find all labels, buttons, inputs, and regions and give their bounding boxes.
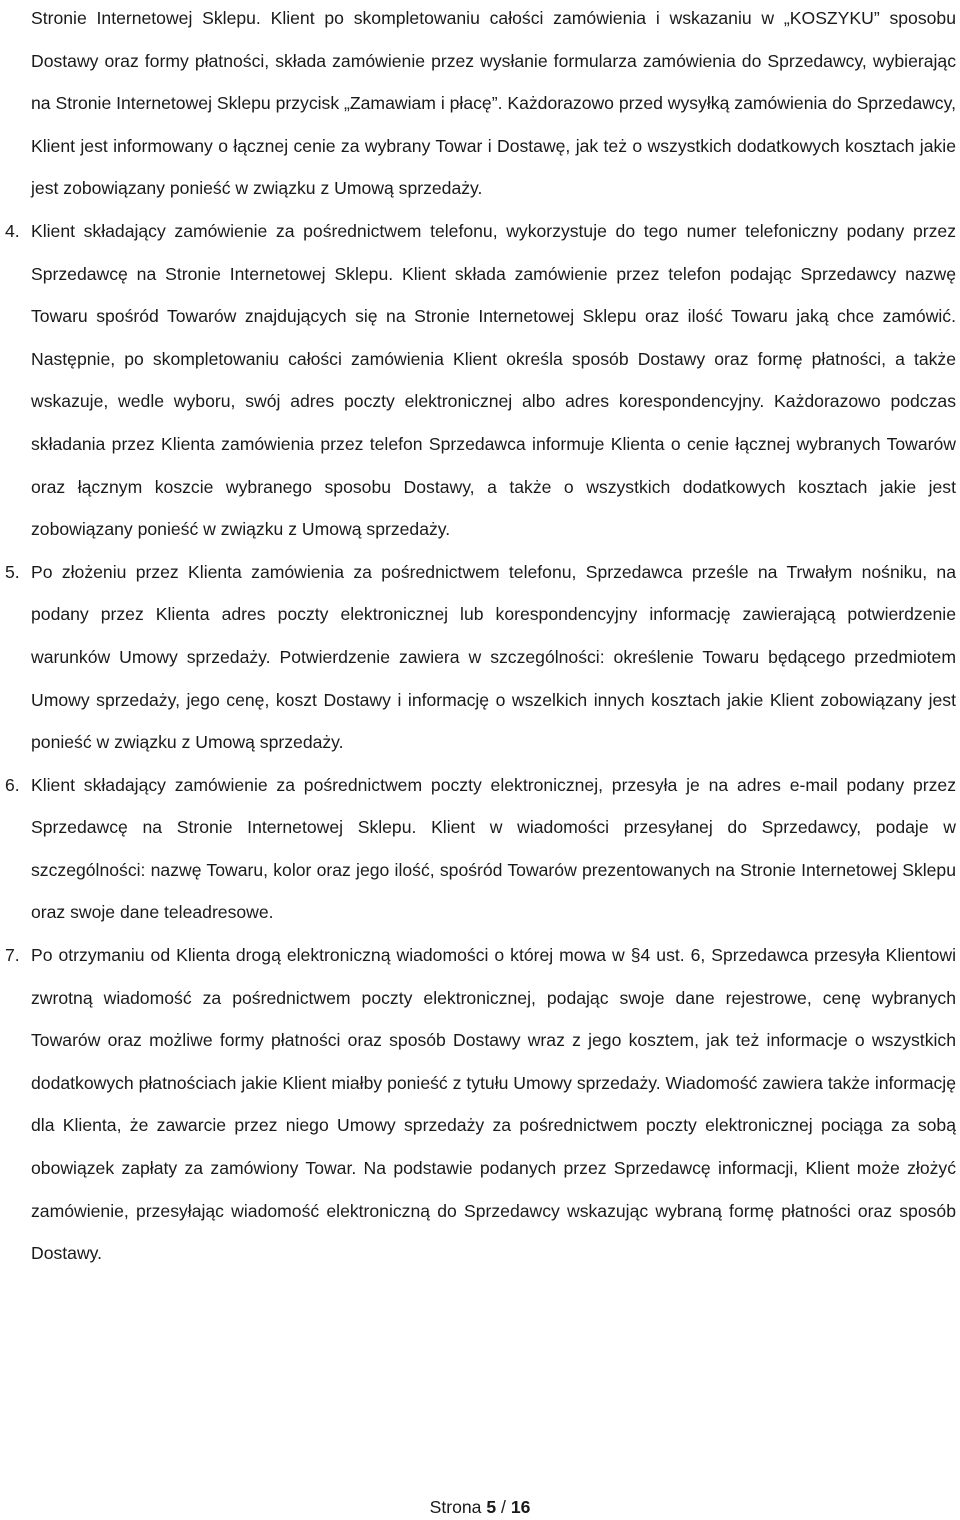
list-item-text: Klient składający zamówienie za pośrednictwem poczty elektronicznej, przesyła je na adres e-mail podany przez Sprzedawcę na Stronie Internetowej Sklepu. Klient w wiadomości przesyłanej do Sprzedawcy, podaje w szczególności: nazwę Towaru, kolor oraz jego ilość, spośród Towarów prezentowanych na Stronie Internetowej Sklepu oraz swoje dane teleadresowe. — [31, 774, 956, 923]
list-item-6 — [5, 764, 956, 934]
list-item-number: 4. — [5, 220, 20, 241]
list-item-7 — [5, 934, 956, 1275]
footer-current-page: 5 — [486, 1497, 497, 1517]
footer-page-label: Strona — [429, 1497, 482, 1517]
list-item-5 — [5, 551, 956, 764]
list-item-4 — [5, 210, 956, 551]
list-item-number: 5. — [5, 561, 20, 582]
list-item-number: 7. — [5, 945, 20, 966]
list-item-text: Klient składający zamówienie za pośrednictwem telefonu, wykorzystuje do tego numer telefoniczny podany przez Sprzedawcę na Stronie Internetowej Sklepu. Klient składa zamówienie przez telefon podając Sprzedawcy nazwę Towaru spośród Towarów znajdujących się na Stronie Internetowej Sklepu oraz ilość Towaru jaką chce zamówić. Następnie, po skompletowaniu całości zamówienia Klient określa sposób Dostawy oraz formę płatności, a także wskazuje, wedle wyboru, swój adres poczty elektronicznej albo adres korespondencyjny. Każdorazowo podczas składania przez Klienta zamówienia przez telefon Sprzedawca informuje Klienta o cenie łącznej wybranych Towarów oraz łącznym koszcie wybranego sposobu Dostawy, a także o wszystkich dodatkowych kosztach jakie jest zobowiązany ponieść w związku z Umową sprzedaży. — [31, 220, 956, 540]
list-item-text: Po otrzymaniu od Klienta drogą elektroniczną wiadomości o której mowa w §4 ust. 6, Sprzedawca przesyła Klientowi zwrotną wiadomość za pośrednictwem poczty elektronicznej, podając swoje dane rejestrowe, cenę wybranych Towarów oraz możliwe formy płatności oraz sposób Dostawy wraz z jego kosztem, jak też informacje o wszystkich dodatkowych płatnościach jakie Klient miałby ponieść z tytułu Umowy sprzedaży. Wiadomość zawiera także informację dla Klienta, że zawarcie przez niego Umowy sprzedaży za pośrednictwem poczty elektronicznej pociąga za sobą obowiązek zapłaty za zamówiony Towar. Na podstawie podanych przez Sprzedawcę informacji, Klient może złożyć zamówienie, przesyłając wiadomość elektroniczną do Sprzedawcy wskazując wybraną formę płatności oraz sposób Dostawy. — [31, 945, 956, 1264]
document-body — [5, 0, 956, 1275]
list-item-number: 6. — [5, 774, 20, 795]
page-footer — [0, 1494, 960, 1520]
list-item-text: Po złożeniu przez Klienta zamówienia za pośrednictwem telefonu, Sprzedawca prześle na Trwałym nośniku, na podany przez Klienta adres poczty elektronicznej lub korespondencyjny informację zawierającą potwierdzenie warunków Umowy sprzedaży. Potwierdzenie zawiera w szczególności: określenie Towaru będącego przedmiotem Umowy sprzedaży, jego cenę, koszt Dostawy i informację o wszelkich innych kosztach jakie Klient zobowiązany jest ponieść w związku z Umową sprzedaży. — [31, 561, 956, 753]
footer-separator: / — [501, 1497, 506, 1517]
continuation-paragraph: Stronie Internetowej Sklepu. Klient po skompletowaniu całości zamówienia i wskazaniu w „KOSZYKU” sposobu Dostawy oraz formy płatności, składa zamówienie przez wysłanie formularza zamówienia do Sprzedawcy, wybierając na Stronie Internetowej Sklepu przycisk „Zamawiam i płacę”. Każdorazowo przed wysyłką zamówienia do Sprzedawcy, Klient jest informowany o łącznej cenie za wybrany Towar i Dostawę, jak też o wszystkich dodatkowych kosztach jakie jest zobowiązany ponieść w związku z Umową sprzedaży. — [31, 8, 956, 199]
footer-total-pages: 16 — [510, 1497, 531, 1517]
